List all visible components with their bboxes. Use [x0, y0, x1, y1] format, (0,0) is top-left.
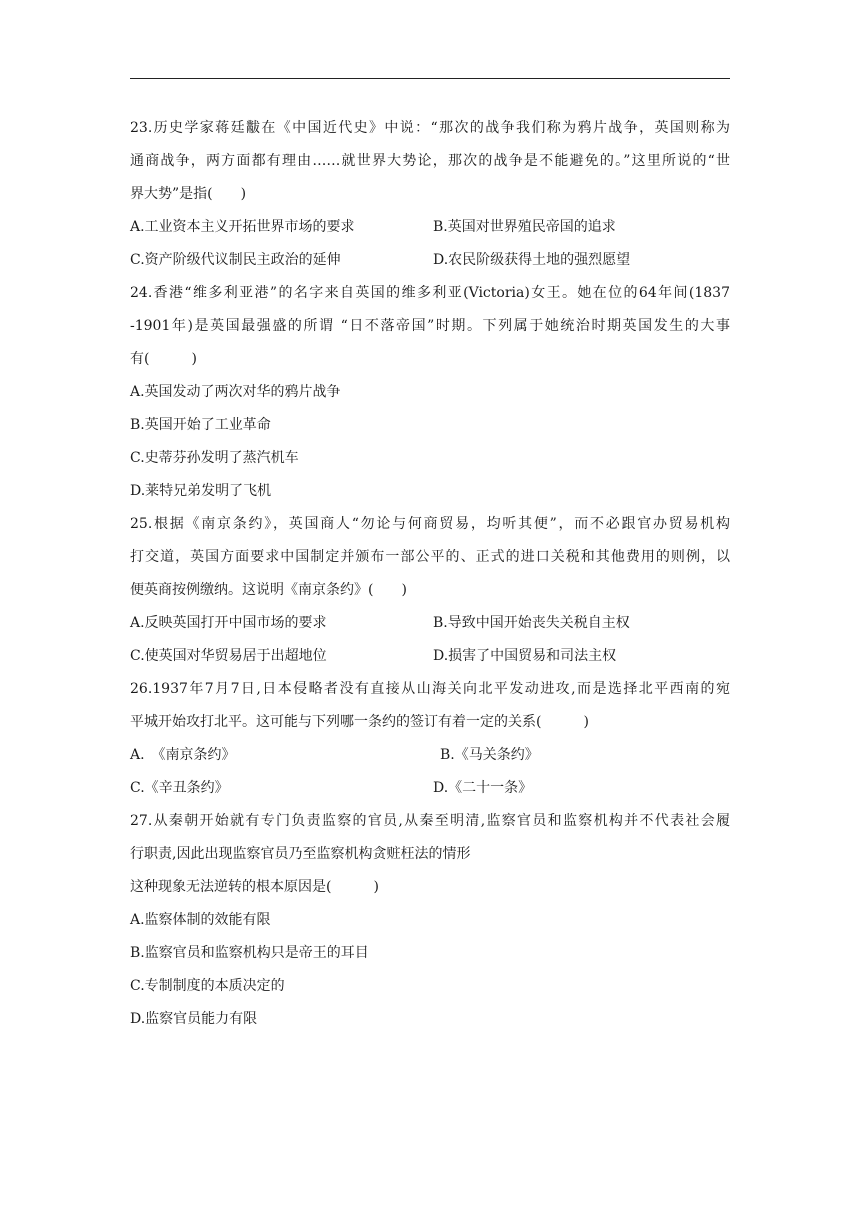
option-c[interactable]: C.专制制度的本质决定的: [130, 978, 285, 994]
question-stem-line: 打交道，英国方面要求中国制定并颁布一部公平的、正式的进口关税和其他费用的则例，以: [130, 549, 730, 565]
question-stem-line: 25.根据《南京条约》，英国商人“勿论与何商贸易，均听其便”，而不必跟官办贸易机构: [130, 516, 730, 532]
question-stem-line: 有( ): [130, 351, 197, 367]
question-stem-line: 便英商按例缴纳。这说明《南京条约》( ): [130, 582, 407, 598]
header-rule: [130, 78, 730, 79]
option-row: [130, 772, 730, 805]
question-stem-line: 平城开始攻打北平。这可能与下列哪一条约的签订有着一定的关系( ): [130, 714, 589, 730]
option-b[interactable]: B.《马关条约》: [440, 747, 539, 763]
option-a[interactable]: A.英国发动了两次对华的鸦片战争: [130, 384, 341, 400]
option-d[interactable]: D.《二十一条》: [433, 780, 533, 796]
option-a[interactable]: A.反映英国打开中国市场的要求: [130, 615, 327, 631]
option-b[interactable]: B.监察官员和监察机构只是帝王的耳目: [130, 945, 369, 961]
question-stem-line: 界大势”是指( ): [130, 186, 247, 202]
option-d[interactable]: D.农民阶级获得土地的强烈愿望: [433, 252, 631, 268]
question-stem-line: 24.香港“维多利亚港”的名字来自英国的维多利亚(Victoria)女王。她在位的64年间(1837: [130, 285, 730, 301]
option-c[interactable]: C.史蒂芬孙发明了蒸汽机车: [130, 450, 299, 466]
option-a[interactable]: A.监察体制的效能有限: [130, 912, 271, 928]
option-row: [130, 739, 730, 772]
question-stem-line: 通商战争，两方面都有理由……就世界大势论，那次的战争是不能避免的。”这里所说的“世: [130, 153, 730, 169]
option-c[interactable]: C.使英国对华贸易居于出超地位: [130, 648, 327, 664]
question-stem-line: 23.历史学家蒋廷黻在《中国近代史》中说：“那次的战争我们称为鸦片战争，英国则称为: [130, 120, 730, 136]
option-c[interactable]: C.《辛丑条约》: [130, 780, 229, 796]
option-row: [130, 211, 730, 244]
option-c[interactable]: C.资产阶级代议制民主政治的延伸: [130, 252, 341, 268]
option-row: [130, 244, 730, 277]
option-d[interactable]: D.莱特兄弟发明了飞机: [130, 483, 272, 499]
option-b[interactable]: B.英国开始了工业革命: [130, 417, 271, 433]
option-d[interactable]: D.监察官员能力有限: [130, 1011, 258, 1027]
option-a[interactable]: A.工业资本主义开拓世界市场的要求: [130, 219, 355, 235]
question-stem-line: 行职责,因此出现监察官员乃至监察机构贪赃枉法的情形: [130, 846, 471, 862]
option-b[interactable]: B.导致中国开始丧失关税自主权: [433, 615, 630, 631]
option-b[interactable]: B.英国对世界殖民帝国的追求: [433, 219, 616, 235]
option-a[interactable]: A. 《南京条约》: [130, 747, 236, 763]
option-row: [130, 607, 730, 640]
question-25: [130, 508, 730, 673]
question-27: [130, 805, 730, 1036]
question-stem-line: 27.从秦朝开始就有专门负责监察的官员,从秦至明清,监察官员和监察机构并不代表社会履: [130, 813, 730, 829]
question-stem-line: -1901年)是英国最强盛的所谓 “日不落帝国”时期。下列属于她统治时期英国发生的大事: [130, 318, 730, 334]
question-stem-line: 这种现象无法逆转的根本原因是( ): [130, 879, 379, 895]
exam-content: [130, 112, 730, 1036]
option-d[interactable]: D.损害了中国贸易和司法主权: [433, 648, 617, 664]
option-row: [130, 640, 730, 673]
question-26: [130, 673, 730, 805]
question-23: [130, 112, 730, 277]
question-stem-line: 26.1937年7月7日,日本侵略者没有直接从山海关向北平发动进攻,而是选择北平西南的宛: [130, 681, 730, 697]
question-24: [130, 277, 730, 508]
